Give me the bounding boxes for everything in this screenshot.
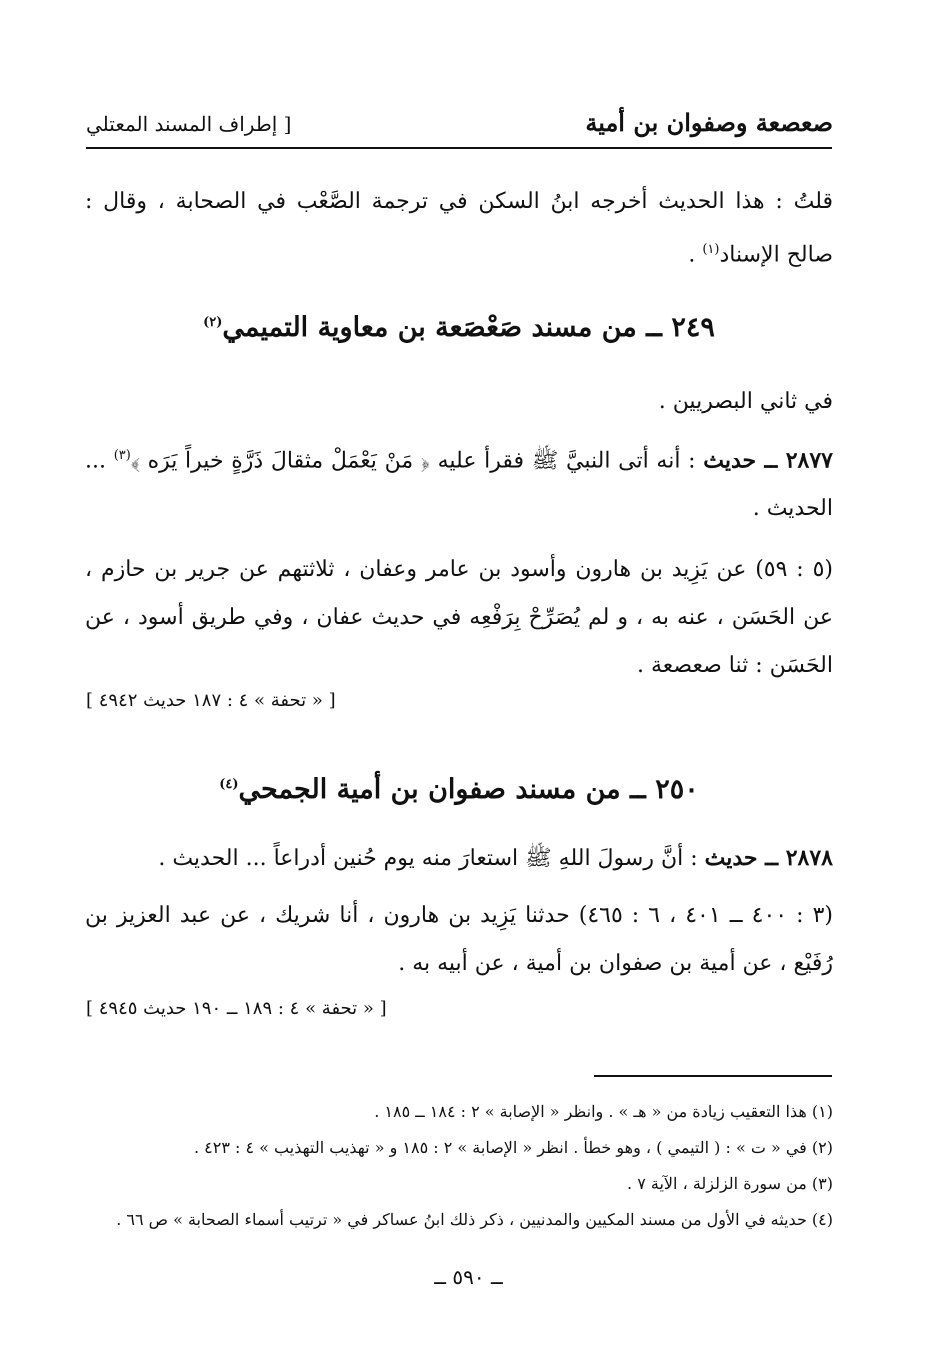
hadith-2877-reference: [ « تحفة » ٤ : ١٨٧ حديث ٤٩٤٢ ] bbox=[86, 690, 336, 711]
footnote-ref-3: (٣) bbox=[113, 448, 131, 463]
hadith-2877-number: ٢٨٧٧ ــ حديث bbox=[703, 447, 833, 474]
hadith-2877-isnad: (٥ : ٥٩) عن يَزِيد بن هارون وأسود بن عامر وعفان ، ثلاثتهم عن جرير بن حازم ، عن الحَسَن ، عنه به ، و لم يُصَرِّحْ بِرَفْعِه في حديث عفان ، وفي طريق أسود ، عن الحَسَن : ثنا صعصعة . bbox=[85, 557, 833, 678]
footnote-ref-1: (١) bbox=[702, 242, 720, 257]
intro-text: قلتُ : هذا الحديث أخرجه ابنُ السكن في ترجمة الصَّعْب في الصحابة ، وقال : صالح الإسناد bbox=[85, 189, 833, 268]
hadith-2878-text: : أنَّ رسولَ اللهِ ﷺ استعارَ منه يوم حُنين أدراعاً ... الحديث . bbox=[158, 846, 705, 871]
footnote-4: (٤) حديثه في الأول من مسند المكيين والمدنيين ، ذكر ذلك ابنُ عساكر في « ترتيب أسماء الصحابة » ص ٦٦ . bbox=[116, 1210, 833, 1229]
section-249-heading: ٢٤٩ ــ من مسند صَعْصَعة بن معاوية التميمي bbox=[222, 312, 715, 343]
section-250-heading: ٢٥٠ ــ من مسند صفوان بن أمية الجمحي bbox=[238, 774, 699, 805]
hadith-2878-number: ٢٨٧٨ ــ حديث bbox=[704, 845, 833, 871]
intro-paragraph bbox=[85, 178, 833, 279]
footnote-3: (٣) من سورة الزلزلة ، الآية ٧ . bbox=[627, 1174, 833, 1193]
hadith-2878-reference: [ « تحفة » ٤ : ١٨٩ ــ ١٩٠ حديث ٤٩٤٥ ] bbox=[86, 998, 387, 1019]
section-250-title bbox=[86, 774, 832, 805]
footnote-ref-2: (٢) bbox=[203, 315, 223, 330]
running-header-book: [ إطراف المسند المعتلي bbox=[86, 112, 292, 136]
section-249-title bbox=[86, 312, 832, 343]
header-divider bbox=[86, 147, 832, 149]
hadith-2877 bbox=[85, 432, 833, 533]
intro-tail: . bbox=[688, 242, 703, 268]
footnote-1: (١) هذا التعقيب زيادة من « هـ » . وانظر « الإصابة » ٢ : ١٨٤ ــ ١٨٥ . bbox=[374, 1102, 833, 1121]
hadith-2877-text: : أنه أتى النبيَّ ﷺ فقرأ عليه ﴿ مَنْ يَعْمَلْ مثقالَ ذَرَّةٍ خيراً يَرَه ﴾ bbox=[130, 448, 704, 474]
footnote-divider bbox=[594, 1075, 832, 1077]
hadith-2878 bbox=[85, 834, 833, 883]
footnote-ref-4: (٤) bbox=[219, 777, 239, 792]
running-header-title: صعصعة وصفوان بن أمية bbox=[585, 108, 833, 137]
page-number: ــ ٥٩٠ ــ bbox=[434, 1265, 503, 1289]
hadith-2878-isnad: (٣ : ٤٠٠ ــ ٤٠١ ، ٦ : ٤٦٥) حدثنا يَزِيد بن هارون ، أنا شريك ، عن عبد العزيز بن رُفَيْع ، عن أمية بن صفوان بن أمية ، عن أبيه به . bbox=[85, 903, 833, 976]
footnote-2: (٢) في « ت » : ( التيمي ) ، وهو خطأ . انظر « الإصابة » ٢ : ١٨٥ و « تهذيب التهذيب » ٤ : ٤٢٣ . bbox=[193, 1138, 833, 1157]
section-249-intro: في ثاني البصريين . bbox=[658, 389, 833, 414]
hadith-2877-tail: ... الحديث . bbox=[85, 448, 833, 522]
